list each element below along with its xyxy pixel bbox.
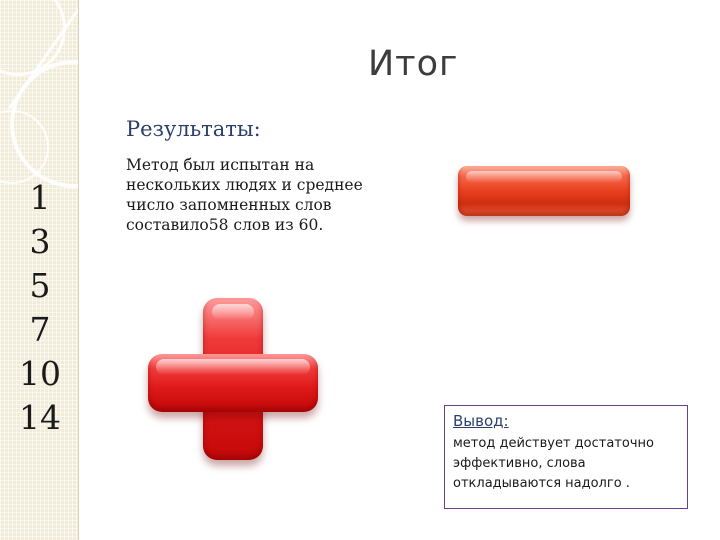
number-item: 7 xyxy=(29,310,51,349)
results-text: Метод был испытан на нескольких людях и среднее число запомненных слов составило58 слов из 60. xyxy=(126,156,363,234)
conclusion-box xyxy=(444,405,688,509)
number-item: 10 xyxy=(19,354,61,393)
plus-highlight xyxy=(156,359,310,375)
plus-highlight xyxy=(212,304,254,320)
number-item: 1 xyxy=(29,178,51,217)
number-item: 5 xyxy=(29,266,51,305)
slide-title: Итог xyxy=(368,44,459,84)
results-heading: Результаты: xyxy=(126,117,261,141)
number-sequence xyxy=(0,176,78,440)
minus-sign-icon xyxy=(458,166,630,216)
number-item: 14 xyxy=(19,398,61,437)
conclusion-heading: Вывод: xyxy=(453,412,509,430)
conclusion-text: метод действует достаточно эффективно, слова откладываются надолго . xyxy=(453,436,654,491)
plus-sign-icon xyxy=(148,298,318,468)
number-item: 3 xyxy=(29,222,51,261)
